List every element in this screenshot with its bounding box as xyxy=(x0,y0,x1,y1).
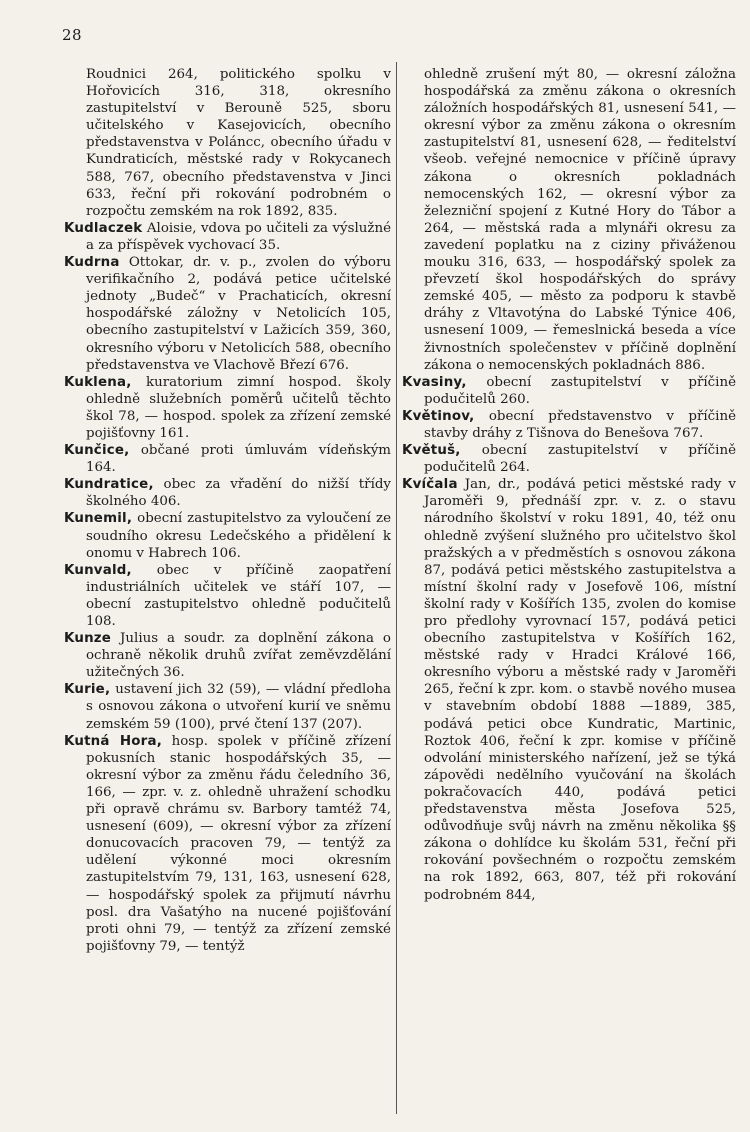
column-divider xyxy=(396,62,397,1114)
index-entry xyxy=(64,733,391,955)
entry-headword: Kudlaczek xyxy=(64,220,143,236)
entry-text: Julius a soudr. za doplnění zákona o ochraně několik druhů zvířat zeměvzdělání užitečných 36. xyxy=(86,631,391,681)
index-entry xyxy=(64,562,391,630)
entry-headword: Květuš, xyxy=(402,443,461,459)
entry-text: Ottokar, dr. v. p., zvolen do výboru verifikačního 2, podává petice učitelské jednoty „Budeč“ v Prachaticích, okresní hospodářské záložny v Netolicích 105, obecního zastupitelství v Lažicích 359, 360, okresního výboru v Netolicích 588, obecního představenstva ve Vlachově Březí 676. xyxy=(86,255,391,373)
entry-headword: Kudrna xyxy=(64,255,120,271)
page-number: 28 xyxy=(62,26,83,44)
entry-text: obec za vřadění do nižší třídy školného 406. xyxy=(86,477,391,510)
entry-text: obecní zastupitelství v příčině podučitelů 260. xyxy=(424,374,736,407)
entry-headword: Kundratice, xyxy=(64,477,154,493)
index-entry xyxy=(64,254,391,374)
entry-text: hosp. spolek v příčině zřízení pokusních stanic hospodářských 35, — okresní výbor za změnu řádu čeledního 36, 166, — zpr. v. z. ohledně uhražení schodku při opravě chrámu sv. Barbory tamtéž 74, usnesení (609), — okresní výbor za zřízení donucovacích pracoven 79, — tentýž za udělení výkonné moci okresním zastupitelstvím 79, 131, 163, usnesení 628, — hospodářský spolek za přijmutí návrhu posl. dra Vašatýho na nucené pojišťování proti ohni 79, — tentýž za zřízení zemské pojišťovny 79, — tentýž xyxy=(86,733,392,954)
index-entry xyxy=(64,510,391,561)
entry-headword: Kuklena, xyxy=(64,374,132,390)
left-column xyxy=(64,66,391,955)
entry-headword: Kutná Hora, xyxy=(64,733,162,749)
index-entry xyxy=(402,476,736,903)
index-entry xyxy=(402,442,736,476)
entry-text: Roudnici 264, politického spolku v Hořovicích 316, 318, okresního zastupitelství v Berouně 525, sboru učitelského v Kasejovicích, obecního představenstva v Poláncc, obecního úřadu v Kundraticích, městské rady v Rokycanech 588, 767, obecního představenstva v Jinci 633, řeční při rokování podrobném o rozpočtu zemském na rok 1892, 835. xyxy=(86,67,391,219)
entry-text: kuratorium zimní hospod. školy ohledně služebních poměrů učitelů těchto škol 78, — hospod. spolek za zřízení zemské pojišťovny 161. xyxy=(86,374,391,441)
entry-text: obecní představenstvo v příčině stavby dráhy z Tišnova do Benešova 767. xyxy=(424,408,736,441)
entry-text: Jan, dr., podává petici městské rady v Jaroměři 9, přednáší zpr. v. z. o stavu národního školství v roku 1891, 40, též onu ohledně zvýšení služného pro učitelstvo škol pražských a v předměstích s osnovou zákona 87, podává petici městského zastupitelstva a místní školní rady v Josefově 106, místní školní rady v Košířích 135, zvolen do komise pro předlohy vyrovnací 157, podává petici obecního zastupitelstva v Košířích 162, městské rady v Hradci Králové 166, okresního výboru a městské rady v Jaroměři 265, řeční k zpr. kom. o stavbě nového musea v stavebním období 1888 —1889, 385, podává petici obce Kundratic, Martinic, Roztok 406, řeční k zpr. komise v příčině odvolání ministerského nařízení, jež se týká zápovědi nedělního vyučování na školách pokračovacích 440, podává petici představenstva města Josefova 525, odůvodňuje svůj návrh na změnu několika §§ zákona o dohlídce ku školám 531, řeční při rokování povšechném o rozpočtu zemském na rok 1892, 663, 807, též při rokování podrobném 844, xyxy=(424,477,736,903)
index-entry xyxy=(402,66,736,374)
entry-headword: Kunemil, xyxy=(64,511,133,527)
index-entry xyxy=(64,66,391,220)
entry-headword: Kvíčala xyxy=(402,477,458,493)
entry-headword: Kunze xyxy=(64,631,112,647)
index-entry xyxy=(402,374,736,408)
entry-headword: Kurie, xyxy=(64,682,111,698)
entry-text: ohledně zrušení mýt 80, — okresní záložna hospodářská za změnu zákona o okresních záložních hospodářských 81, usnesení 541, — okresní výbor za změnu zákona o okresním zastupitelství 81, usnesení 628, — ředitelství všeob. veřejné nemocnice v příčině úpravy zákona o okresních pokladnách nemocenských 162, — okresní výbor za železniční spojení z Kutné Hory do Tábor a 264, — městská rada a mlynáři okresu za zavedení poplatku na z ciziny přiváženou mouku 316, 633, — hospodářský spolek za převzetí škol hospodářských do správy zemské 405, — město za podporu k stavbě dráhy z Vltavotýna do Labské Týnice 406, usnesení 1009, — řemeslnická beseda a více živnostních společenstev v příčině doplnění zákona o nemocenských pokladnách 886. xyxy=(424,67,736,373)
entry-text: ustavení jich 32 (59), — vládní předloha s osnovou zákona o utvoření kurií ve sněmu zemském 59 (100), prvé čtení 137 (207). xyxy=(86,682,391,732)
index-entry xyxy=(64,220,391,254)
entry-text: občané proti úmluvám vídeňským 164. xyxy=(86,443,391,476)
entry-text: Aloisie, vdova po učiteli za výslužné a za příspěvek vychovací 35. xyxy=(86,220,391,253)
index-entry xyxy=(64,630,391,681)
entry-headword: Kvasiny, xyxy=(402,374,467,390)
entry-headword: Kunčice, xyxy=(64,443,130,459)
entry-text: obecní zastupitelství v příčině podučitelů 264. xyxy=(424,443,736,476)
index-entry xyxy=(64,442,391,476)
index-entry xyxy=(64,374,391,442)
entry-text: obecní zastupitelstvo za vyloučení ze soudního okresu Ledečského a přidělení k onomu v Habrech 106. xyxy=(86,511,391,561)
index-entry xyxy=(64,681,391,732)
index-entry xyxy=(64,476,391,510)
entry-headword: Kunvald, xyxy=(64,562,132,578)
index-entry xyxy=(402,408,736,442)
right-column xyxy=(402,66,736,904)
entry-headword: Květinov, xyxy=(402,408,475,424)
entry-text: obec v příčině zaopatření industriálních učitelek ve stáří 107, — obecní zastupitelstvo ohledně podučitelů 108. xyxy=(86,562,391,629)
